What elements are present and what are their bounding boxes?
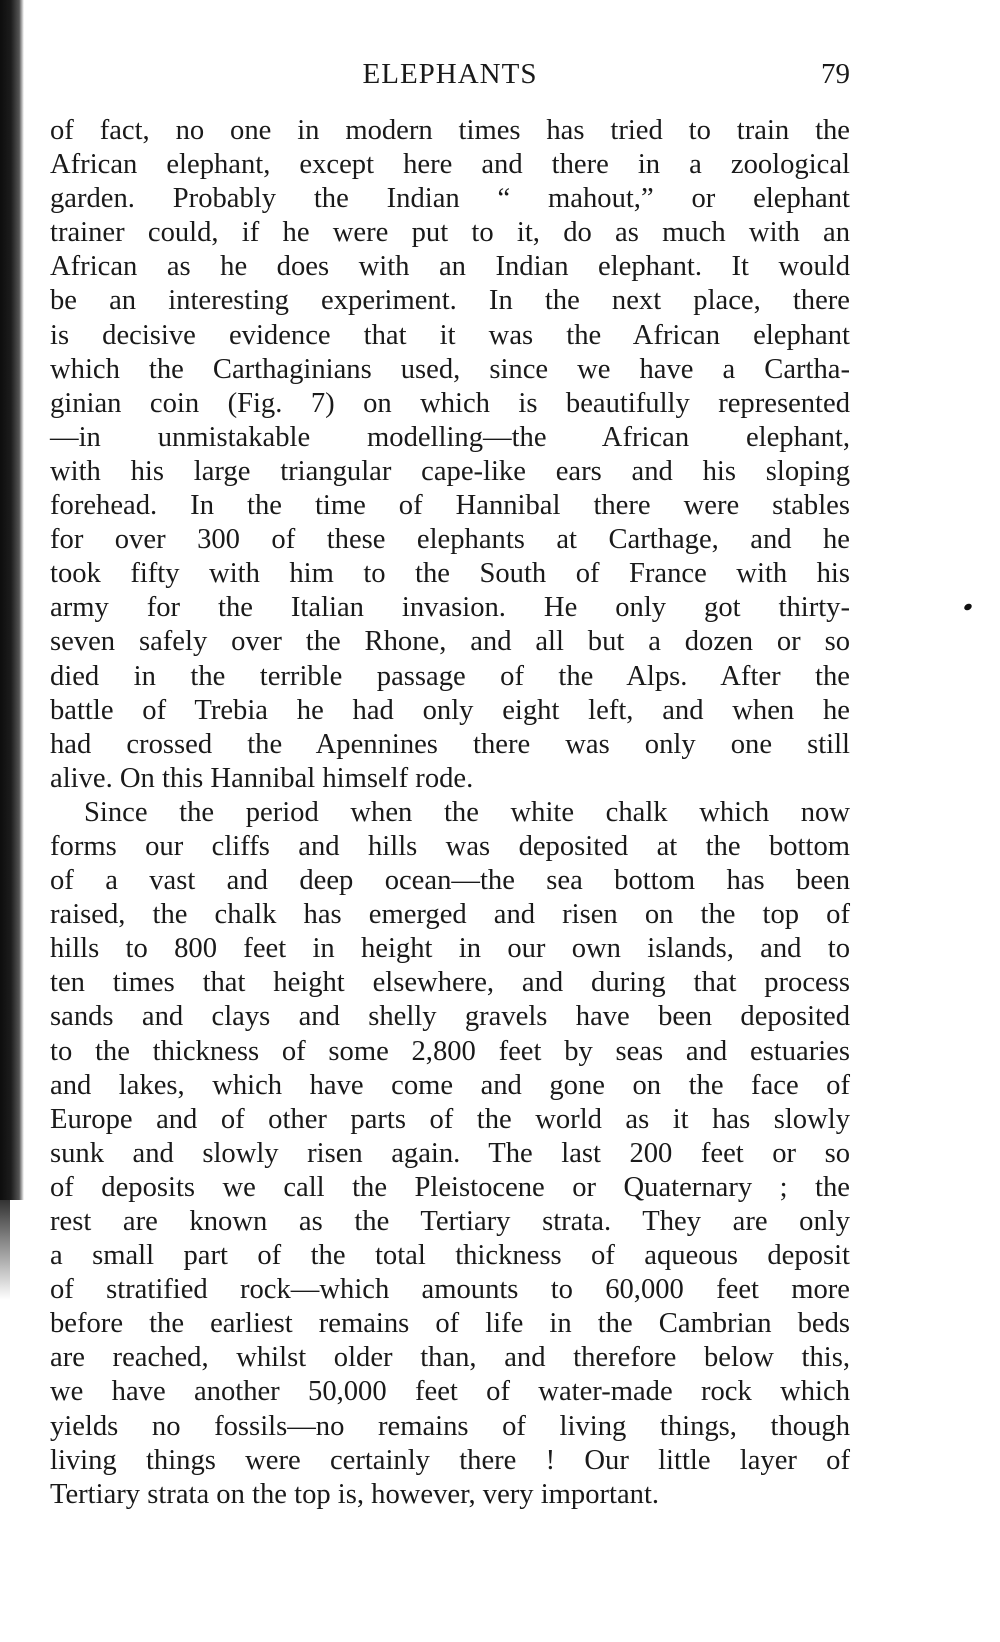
paragraph [50, 114, 850, 796]
text-line: alive. On this Hannibal himself rode. [50, 762, 474, 794]
text-line: —in unmistakable modelling—the African elephant, [50, 421, 850, 453]
text-line: before the earliest remains of life in the Cambrian beds [50, 1308, 850, 1340]
text-line: Tertiary strata on the top is, however, very important. [50, 1478, 660, 1510]
text-line: sands and clays and shelly gravels have been deposited [50, 1001, 850, 1033]
text-line: to the thickness of some 2,800 feet by seas and estuaries [50, 1035, 850, 1067]
text-line: and lakes, which have come and gone on the face of [50, 1069, 850, 1101]
ink-speck [963, 602, 973, 611]
text-line: Europe and of other parts of the world as it has slowly [50, 1103, 850, 1135]
running-head [50, 58, 850, 102]
text-line: which the Carthaginians used, since we have a Cartha- [50, 353, 850, 385]
paragraph [50, 796, 850, 1512]
text-line: battle of Trebia he had only eight left, and when he [50, 694, 850, 726]
text-line: African elephant, except here and there in a zoological [50, 149, 850, 181]
page-binding-shadow [0, 0, 24, 1200]
text-line: we have another 50,000 feet of water-made rock which [50, 1376, 850, 1408]
text-line: army for the Italian invasion. He only got thirty- [50, 592, 850, 624]
text-line: are reached, whilst older than, and therefore below this, [50, 1342, 850, 1374]
text-line: with his large triangular cape-like ears and his sloping [50, 455, 850, 487]
text-line: had crossed the Apennines there was only one still [50, 728, 850, 760]
text-line: of fact, no one in modern times has tried to train the [50, 115, 850, 146]
text-line: forehead. In the time of Hannibal there were stables [50, 490, 850, 522]
text-line: yields no fossils—no remains of living things, though [50, 1410, 850, 1442]
page-body [50, 114, 850, 1512]
text-line: raised, the chalk has emerged and risen on the top of [50, 899, 850, 931]
text-line: seven safely over the Rhone, and all but a dozen or so [50, 626, 850, 658]
text-line: of a vast and deep ocean—the sea bottom has been [50, 865, 850, 897]
running-title: ELEPHANTS [362, 58, 538, 90]
text-line: Since the period when the white chalk which now [84, 796, 850, 828]
text-line: trainer could, if he were put to it, do as much with an [50, 217, 850, 249]
text-line: rest are known as the Tertiary strata. They are only [50, 1206, 850, 1237]
text-line: African as he does with an Indian elephant. It would [50, 251, 850, 283]
text-line: for over 300 of these elephants at Carthage, and he [50, 524, 850, 556]
text-line: garden. Probably the Indian “ mahout,” or elephant [50, 183, 850, 215]
text-line: is decisive evidence that it was the African elephant [50, 319, 850, 351]
text-line: ginian coin (Fig. 7) on which is beautifully represented [50, 387, 850, 419]
text-line: a small part of the total thickness of aqueous deposit [50, 1240, 850, 1272]
text-line: hills to 800 feet in height in our own islands, and to [50, 933, 850, 965]
text-line: died in the terrible passage of the Alps. After the [50, 660, 850, 692]
page-number: 79 [821, 58, 850, 90]
text-line: of deposits we call the Pleistocene or Quaternary ; the [50, 1171, 850, 1203]
text-line: living things were certainly there ! Our little layer of [50, 1444, 850, 1476]
text-line: of stratified rock—which amounts to 60,000 feet more [50, 1274, 850, 1306]
text-line: be an interesting experiment. In the next place, there [50, 285, 850, 317]
text-line: sunk and slowly risen again. The last 200 feet or so [50, 1137, 850, 1169]
text-line: forms our cliffs and hills was deposited at the bottom [50, 830, 850, 862]
text-line: took fifty with him to the South of France with his [50, 558, 850, 590]
text-line: ten times that height elsewhere, and during that process [50, 967, 850, 999]
page-binding-shadow-lower [0, 1200, 10, 1300]
